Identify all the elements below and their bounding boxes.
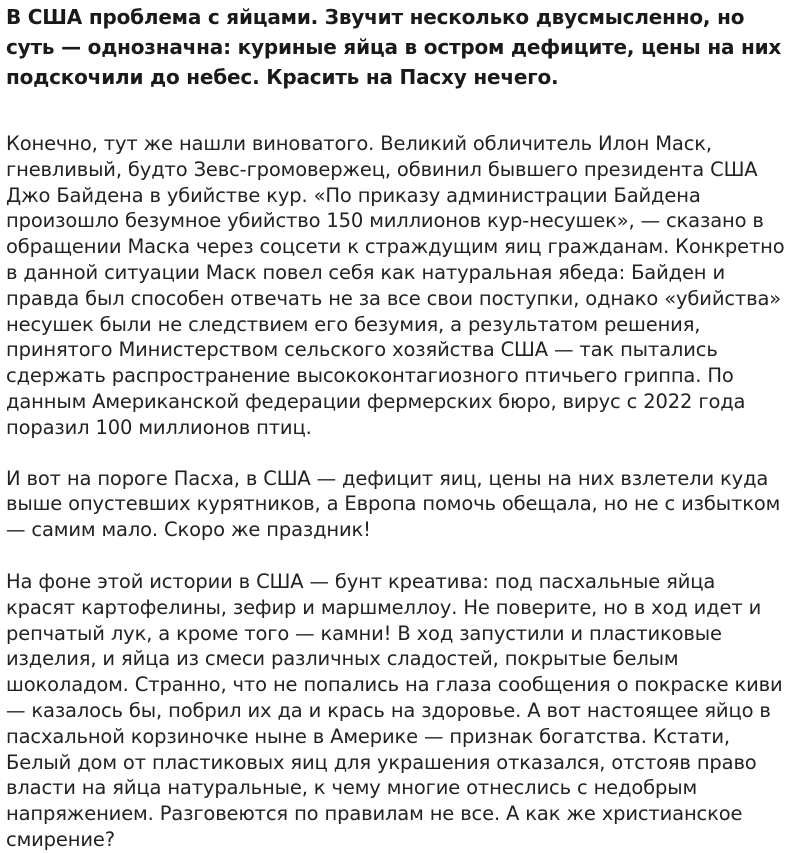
article-lead: В США проблема с яйцами. Звучит несколько двусмысленно, но суть — однозначна: куриные яйца в остром дефиците, цены на них подскочили до небес. Красить на Пасху нечего. bbox=[6, 5, 782, 89]
article-paragraph-2: И вот на пороге Пасха, в США — дефицит яиц, цены на них взлетели куда выше опустевших курятников, а Европа помочь обещала, но не с избытком — самим мало. Скоро же праздник! bbox=[6, 466, 781, 542]
article-paragraph-1: Конечно, тут же нашли виноватого. Великий обличитель Илон Маск, гневливый, будто Зевс-громовержец, обвинил бывшего президента США Джо Байдена в убийстве кур. «По приказу администрации Байдена произошло безумное убийство 150 миллионов кур-несушек», — сказано в обращении Маска через соцсети к страждущим яиц гражданам. Конкретно в данной ситуации Маск повел себя как натуральная ябеда: Байден и правда был способен отвечать не за все свои поступки, однако «убийства» несушек были не следствием его безумия, а результатом решения, принятого Министерством сельского хозяйства США — так пытались сдержать распространение высококонтагиозного птичьего гриппа. По данным Американской федерации фермерских бюро, вирус с 2022 года поразил 100 миллионов птиц. bbox=[6, 132, 785, 439]
article-body bbox=[6, 0, 785, 853]
article-paragraph-3: На фоне этой истории в США — бунт креатива: под пасхальные яйца красят картофелины, зефир и маршмеллоу. Не поверите, но в ход идет и репчатый лук, а кроме того — камни! В ход запустили и пластиковые изделия, и яйца из смеси различных сладостей, покрытые белым шоколадом. Странно, что не попались на глаза сообщения о покраске киви — казалось бы, побрил их да и крась на здоровье. А вот настоящее яйцо в пасхальной корзиночке ныне в Америке — признак богатства. Кстати, Белый дом от пластиковых яиц для украшения отказался, отстояв право власти на яйца натуральные, к чему многие отнеслись с недобрым напряжением. Разговеются по правилам не все. А как же христианское смирение? bbox=[6, 569, 783, 851]
